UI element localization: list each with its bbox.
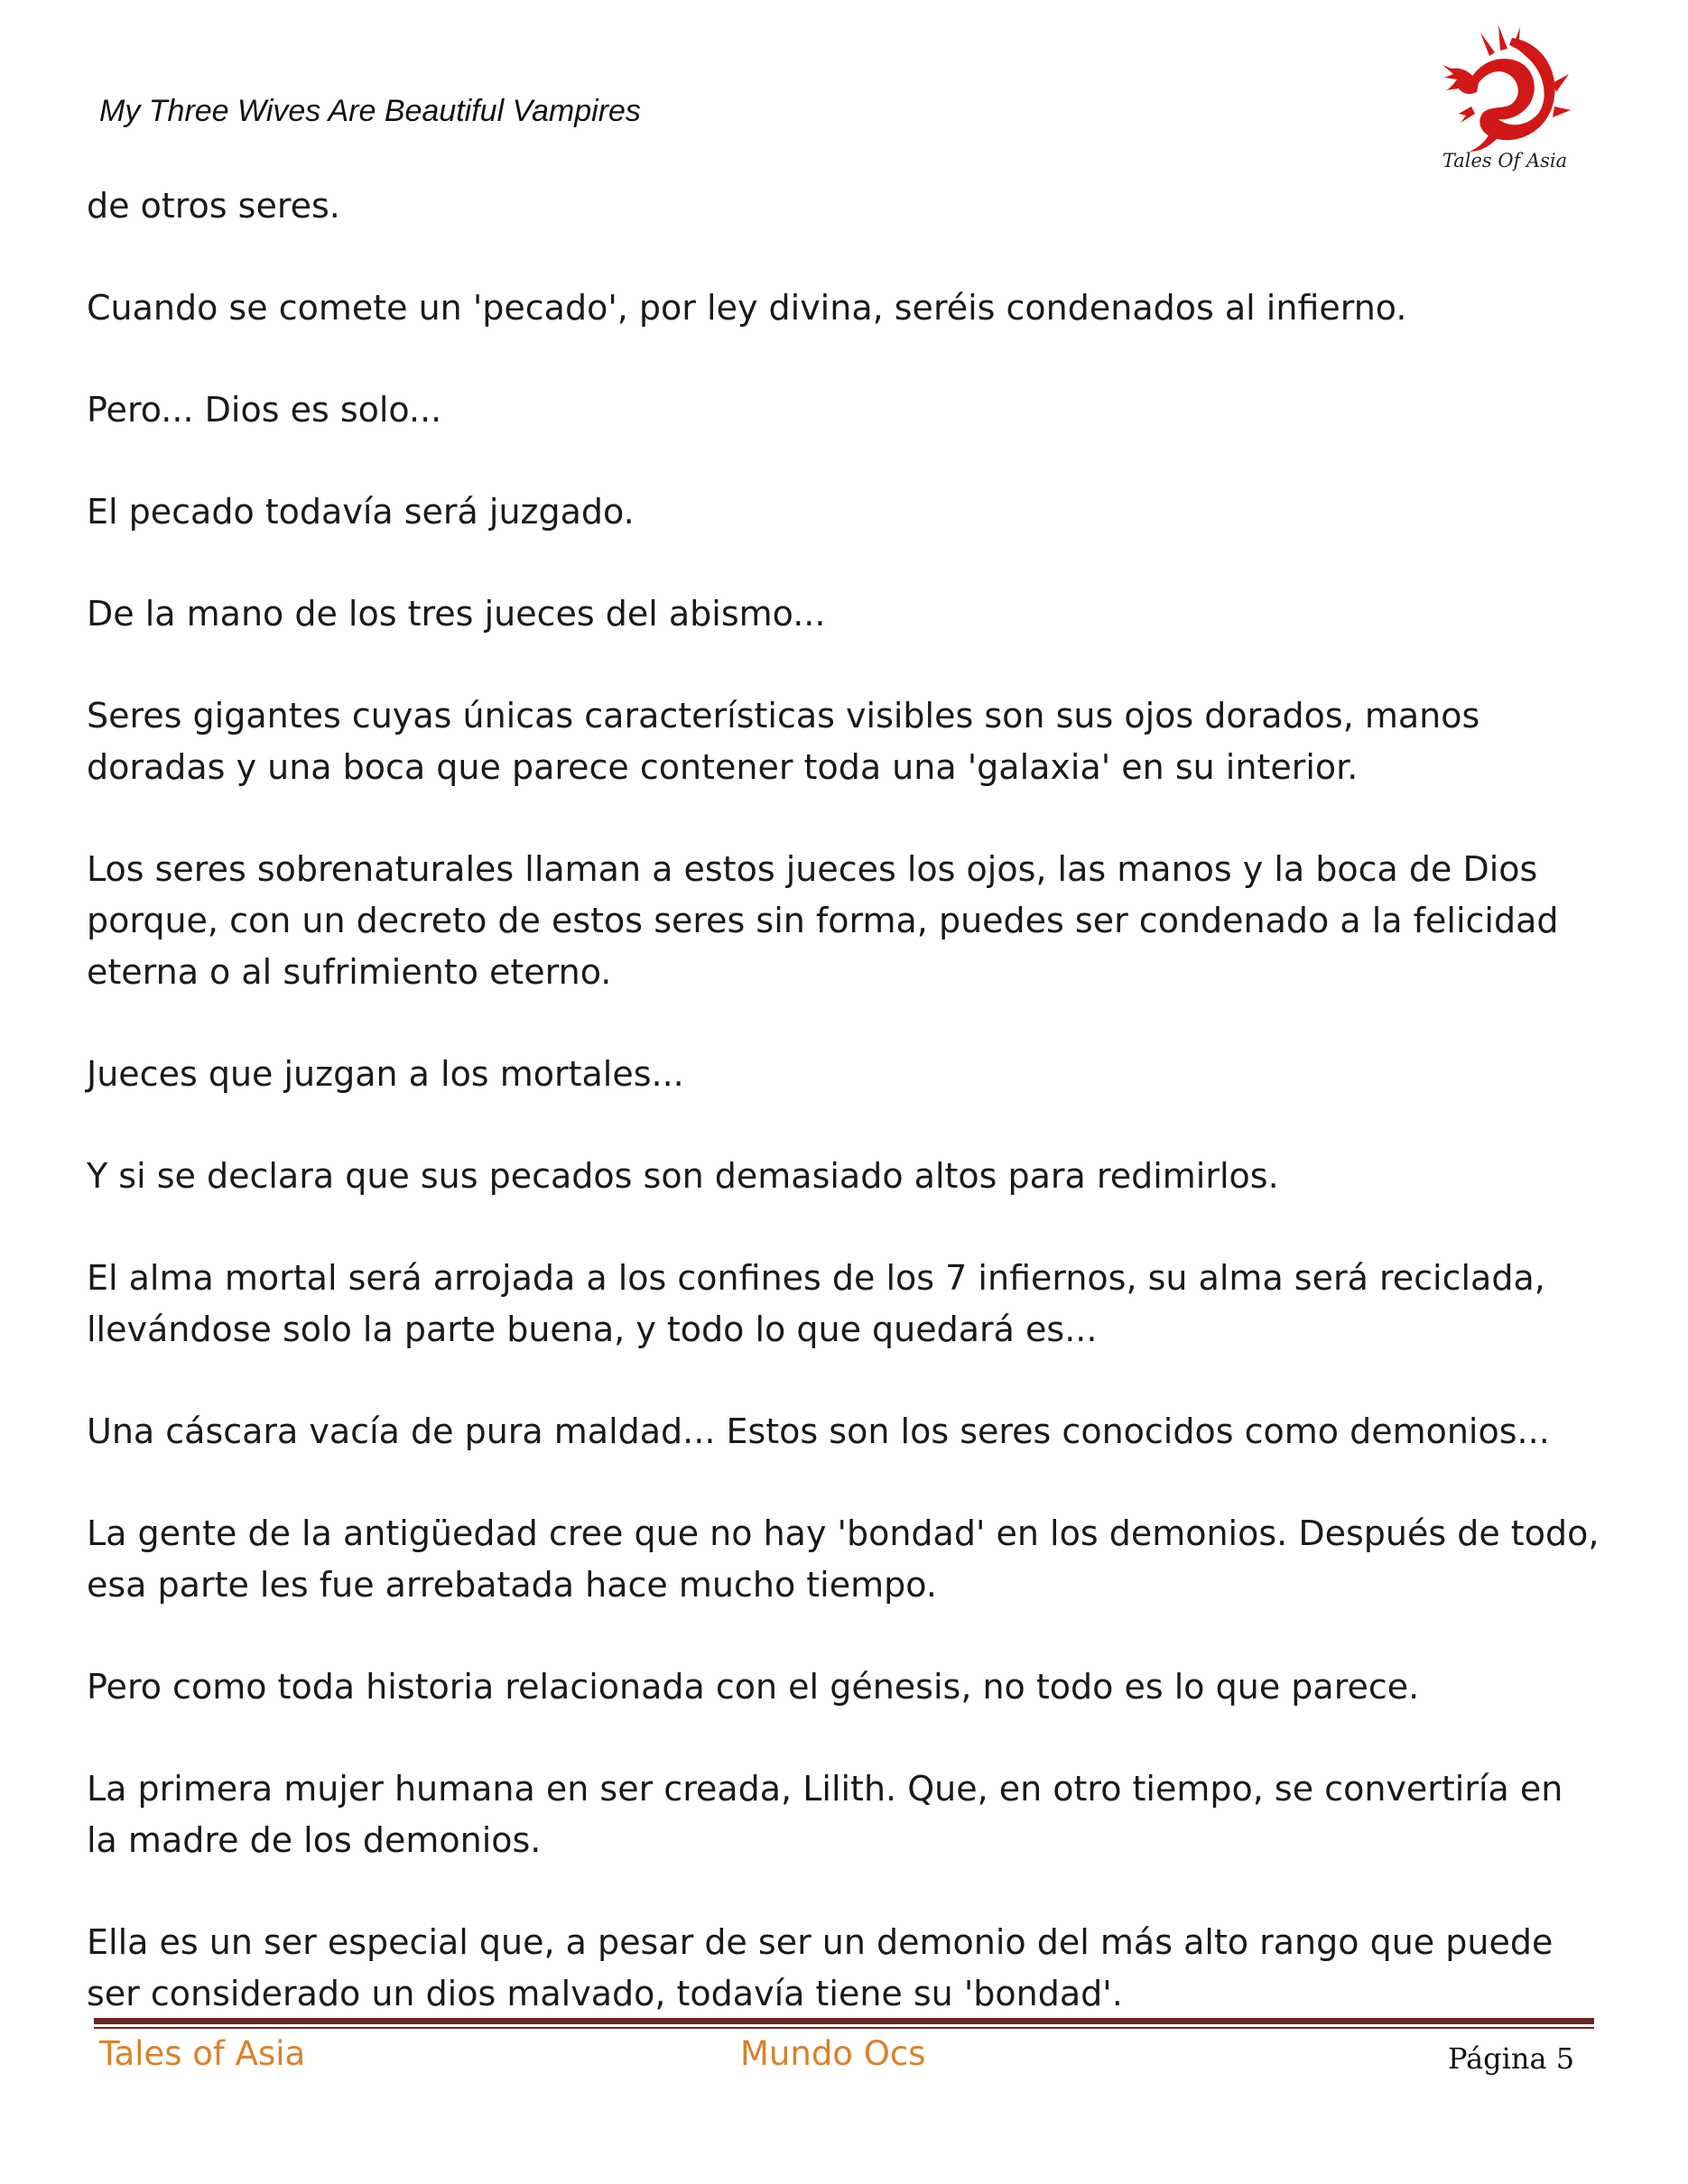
red-dragon-icon <box>1426 20 1571 155</box>
chapter-body <box>87 180 1603 2070</box>
paragraph: Una cáscara vacía de pura maldad... Estos son los seres conocidos como demonios... <box>87 1411 1550 1451</box>
paragraph: El pecado todavía será juzgado. <box>87 492 635 532</box>
paragraph: Pero como toda historia relacionada con el génesis, no todo es lo que parece. <box>87 1667 1420 1707</box>
paragraph: La gente de la antigüedad cree que no hay 'bondad' en los demonios. Después de todo, esa parte les fue arrebatada hace mucho tiempo. <box>87 1513 1600 1605</box>
paragraph: Pero... Dios es solo... <box>87 390 442 430</box>
paragraph: El alma mortal será arrojada a los confines de los 7 infiernos, su alma será reciclada, llevándose solo la parte buena, y todo lo que quedará es... <box>87 1258 1545 1349</box>
footer-divider-thin <box>94 2027 1594 2029</box>
paragraph: Ella es un ser especial que, a pesar de ser un demonio del más alto rango que puede ser considerado un dios malvado, todavía tiene su 'bondad'. <box>87 1922 1554 2013</box>
paragraph: La primera mujer humana en ser creada, Lilith. Que, en otro tiempo, se convertiría en la madre de los demonios. <box>87 1769 1563 1860</box>
running-header-title: My Three Wives Are Beautiful Vampires <box>99 94 641 128</box>
paragraph: de otros seres. <box>87 186 340 226</box>
paragraph: Los seres sobrenaturales llaman a estos jueces los ojos, las manos y la boca de Dios porque, con un decreto de estos seres sin forma, puedes ser condenado a la felicidad eterna o al sufrimiento eterno. <box>87 849 1559 992</box>
footer-publisher: Tales of Asia <box>99 2034 306 2073</box>
paragraph: De la mano de los tres jueces del abismo... <box>87 594 826 634</box>
paragraph: Y si se declara que sus pecados son demasiado altos para redimirlos. <box>87 1156 1279 1196</box>
paragraph: Jueces que juzgan a los mortales... <box>87 1054 684 1094</box>
paragraph: Cuando se comete un 'pecado', por ley divina, seréis condenados al infierno. <box>87 288 1407 328</box>
paragraph: Seres gigantes cuyas únicas características visibles son sus ojos dorados, manos doradas y una boca que parece contener toda una 'galaxia' en su interior. <box>87 696 1480 787</box>
page-number: Página 5 <box>1448 2041 1575 2076</box>
footer-divider <box>94 2018 1594 2024</box>
publisher-logo <box>1426 20 1571 182</box>
logo-text: Tales Of Asia <box>1442 150 1568 171</box>
footer-section: Mundo Ocs <box>740 2034 926 2073</box>
